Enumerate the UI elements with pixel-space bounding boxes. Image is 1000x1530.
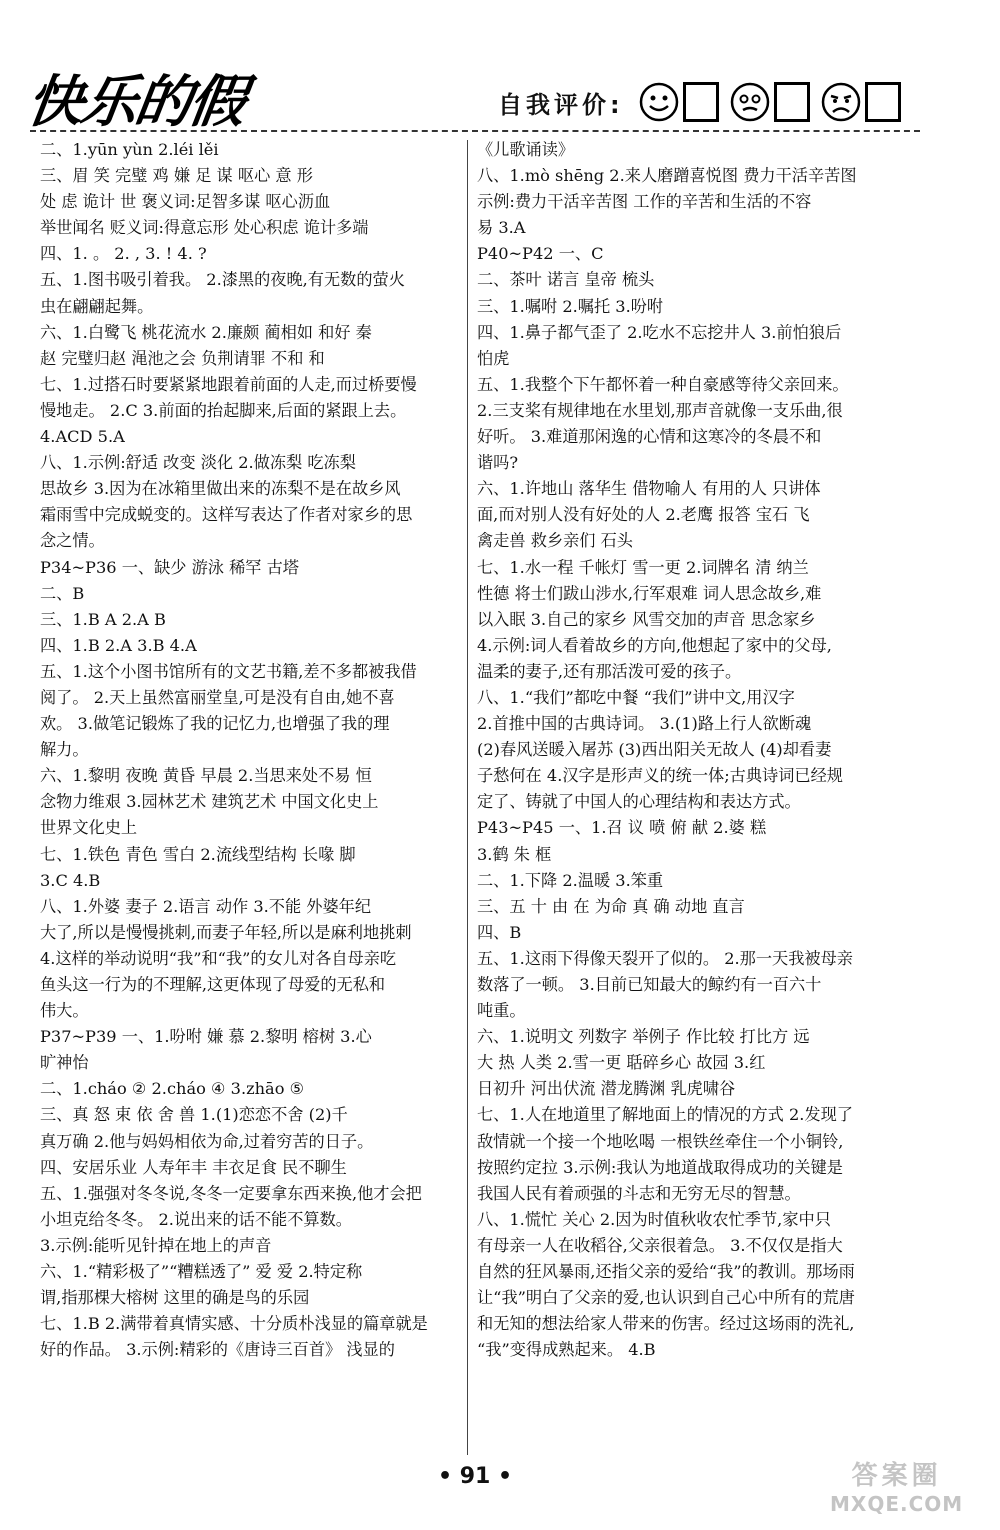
answer-line: 谓,指那棵大榕树 这里的确是鸟的乐园 xyxy=(40,1288,310,1308)
answer-line: 示例:费力干活辛苦图 工作的辛苦和生活的不容 xyxy=(477,192,812,212)
answer-line: 面,而对别人没有好处的人 2.老鹰 报答 宝石 飞 xyxy=(477,505,810,525)
answer-line: 举世闻名 贬义词:得意忘形 处心积虑 诡计多端 xyxy=(40,218,369,238)
answer-line: 五、1.这雨下得像天裂开了似的。 2.那一天我被母亲 xyxy=(477,948,853,968)
answer-line: 六、1.白鹭飞 桃花流水 2.廉颇 蔺相如 和好 秦 xyxy=(40,322,372,342)
answer-line: 易 3.A xyxy=(477,218,526,238)
answer-line: 4.ACD 5.A xyxy=(40,427,125,447)
answer-line: 八、1.示例:舒适 改变 淡化 2.做冻梨 吃冻梨 xyxy=(40,453,356,473)
answer-line: P34~P36 一、缺少 游泳 稀罕 古塔 xyxy=(40,557,299,577)
answer-line: 三、1.嘱咐 2.嘱托 3.吩咐 xyxy=(477,296,664,316)
self-evaluation xyxy=(498,78,901,126)
answer-line: 谐吗? xyxy=(477,453,519,473)
eval-option-smile xyxy=(638,81,719,123)
answer-line: 3.鹤 朱 框 xyxy=(477,844,552,864)
answer-line: “我”变得成熟起来。 4.B xyxy=(477,1340,656,1360)
answer-line: 敌情就一个接一个地吆喝 一根铁丝牵住一个小铜铃, xyxy=(477,1131,844,1151)
answer-line: 二、1.yūn yùn 2.léi lěi xyxy=(40,140,219,159)
answer-line: 好听。 3.难道那闲逸的心情和这寒冷的冬晨不和 xyxy=(477,427,822,447)
answer-line: 和无知的想法给家人带来的伤害。经过这场雨的洗礼, xyxy=(477,1314,855,1334)
answer-line: P37~P39 一、1.吩咐 嫌 慕 2.黎明 榕树 3.心 xyxy=(40,1027,372,1047)
answer-line: 四、1. 。 2. , 3. ! 4. ? xyxy=(40,244,207,264)
page-number: • 91 • xyxy=(438,1464,513,1489)
answer-line: 二、1.cháo ② 2.cháo ④ 3.zhāo ⑤ xyxy=(40,1079,305,1099)
answer-line: 四、安居乐业 人寿年丰 丰衣足食 民不聊生 xyxy=(40,1157,347,1177)
answer-line: 八、1.外婆 妻子 2.语言 动作 3.不能 外婆年纪 xyxy=(40,896,372,916)
answer-line: 真万确 2.他与妈妈相依为命,过着穷苦的日子。 xyxy=(40,1131,374,1151)
answer-line: 鱼头这一行为的不理解,这更体现了母爱的无私和 xyxy=(40,975,386,994)
answer-line: 我国人民有着顽强的斗志和无穷无尽的智慧。 xyxy=(477,1183,801,1203)
answer-column-left xyxy=(40,137,462,1363)
answer-line: 欢。 3.做笔记锻炼了我的记忆力,也增强了我的理 xyxy=(40,714,390,734)
answer-line: 有母亲一人在收稻谷,父亲很着急。 3.不仅仅是指大 xyxy=(477,1235,843,1255)
answer-line: 阅了。 2.天上虽然富丽堂皇,可是没有自由,她不喜 xyxy=(40,687,395,707)
answer-line: 3.示例:能听见针掉在地上的声音 xyxy=(40,1235,272,1255)
answer-line: 七、1.水一程 千帐灯 雪一更 2.词牌名 清 纳兰 xyxy=(477,557,809,577)
answer-line: 慢地走。 2.C 3.前面的抬起脚来,后面的紧跟上去。 xyxy=(40,400,407,420)
answer-line: 三、五 十 由 在 为命 真 确 动地 直言 xyxy=(477,896,745,916)
answer-line: 《儿歌诵读》 xyxy=(477,140,575,159)
answer-line: 四、1.B 2.A 3.B 4.A xyxy=(40,635,197,655)
answer-line: 六、1.许地山 落华生 借物喻人 有用的人 只讲体 xyxy=(477,479,821,499)
answer-line: 定了、铸就了中国人的心理结构和表达方式。 xyxy=(477,792,801,812)
answer-line: 处 虑 诡计 世 褒义词:足智多谋 呕心沥血 xyxy=(40,192,331,212)
answer-column-right xyxy=(477,137,917,1363)
answer-line: 虫在翩翩起舞。 xyxy=(40,296,154,316)
answer-line: P43~P45 一、1.召 议 喷 俯 献 2.婆 糕 xyxy=(477,818,767,838)
answer-line: 4.示例:词人看着故乡的方向,他想起了家中的父母, xyxy=(477,635,832,655)
sad-face-icon xyxy=(820,81,862,123)
answer-line: 性德 将士们跋山涉水,行军艰难 词人思念故乡,难 xyxy=(477,583,822,603)
answer-line: 思故乡 3.因为在冰箱里做出来的冻梨不是在故乡风 xyxy=(40,479,401,499)
answer-line: 五、1.强强对冬冬说,冬冬一定要拿东西来换,他才会把 xyxy=(40,1183,422,1203)
answer-line: 七、1.人在地道里了解地面上的情况的方式 2.发现了 xyxy=(477,1105,853,1125)
answer-line: 旷神怡 xyxy=(40,1053,89,1073)
neutral-face-icon xyxy=(729,81,771,123)
answer-line: 七、1.B 2.满带着真情实感、十分质朴浅显的篇章就是 xyxy=(40,1314,428,1334)
answer-line: 八、1.慌忙 关心 2.因为时值秋收农忙季节,家中只 xyxy=(477,1209,831,1229)
answer-line: 按照约定拉 3.示例:我认为地道战取得成功的关键是 xyxy=(477,1157,843,1177)
header-divider xyxy=(30,130,920,132)
answer-line: 八、1.“我们”都吃中餐 “我们”讲中文,用汉字 xyxy=(477,687,795,707)
answer-line: 四、B xyxy=(477,922,522,942)
eval-checkbox-sad[interactable] xyxy=(865,82,901,122)
answer-line: 4.这样的举动说明“我”和“我”的女儿对各自母亲吃 xyxy=(40,948,397,968)
answer-line: 世界文化史上 xyxy=(40,818,138,838)
answer-line: 吨重。 xyxy=(477,1001,526,1021)
answer-line: 念之情。 xyxy=(40,531,105,551)
smile-face-icon xyxy=(638,81,680,123)
eval-option-neutral xyxy=(729,81,810,123)
answer-line: 七、1.铁色 青色 雪白 2.流线型结构 长喙 脚 xyxy=(40,844,356,864)
answer-line: 伟大。 xyxy=(40,1001,89,1021)
answer-line: 2.首推中国的古典诗词。 3.(1)路上行人欲断魂 xyxy=(477,714,812,734)
watermark xyxy=(830,1455,963,1516)
answer-line: 好的作品。 3.示例:精彩的《唐诗三百首》 浅显的 xyxy=(40,1340,395,1360)
answer-line: 三、眉 笑 完璧 鸡 嫌 足 谋 呕心 意 形 xyxy=(40,166,313,186)
column-divider xyxy=(467,140,468,1455)
answer-line: 温柔的妻子,还有那活泼可爱的孩子。 xyxy=(477,661,742,681)
answer-line: 禽走兽 救乡亲们 石头 xyxy=(477,531,633,551)
answer-line: 六、1.“精彩极了”“糟糕透了” 爱 爱 2.特定称 xyxy=(40,1262,363,1282)
answer-line: 大 热 人类 2.雪一更 聒碎乡心 故园 3.红 xyxy=(477,1053,766,1073)
answer-line: 2.三支桨有规律地在水里划,那声音就像一支乐曲,很 xyxy=(477,400,843,420)
answer-line: 自然的狂风暴雨,还指父亲的爱给“我”的教训。那场雨 xyxy=(477,1262,855,1282)
answer-line: 六、1.说明文 列数字 举例子 作比较 打比方 远 xyxy=(477,1027,810,1047)
answer-line: 子愁何在 4.汉字是形声义的统一体;古典诗词已经规 xyxy=(477,766,843,786)
answer-line: 3.C 4.B xyxy=(40,870,101,890)
answer-line: 三、真 怒 束 依 舍 兽 1.(1)恋恋不舍 (2)千 xyxy=(40,1105,348,1125)
answer-line: P40~P42 一、C xyxy=(477,244,604,264)
eval-option-sad xyxy=(820,81,901,123)
answer-line: 小坦克给冬冬。 2.说出来的话不能不算数。 xyxy=(40,1209,352,1229)
answer-line: 数落了一顿。 3.目前已知最大的鲸约有一百六十 xyxy=(477,975,822,994)
answer-line: 六、1.黎明 夜晚 黄昏 早晨 2.当思来处不易 恒 xyxy=(40,766,372,786)
answer-line: 大了,所以是慢慢挑刺,而妻子年轻,所以是麻利地挑刺 xyxy=(40,922,412,942)
answer-line: 七、1.过搭石时要紧紧地跟着前面的人走,而过桥要慢 xyxy=(40,374,417,394)
answer-line: 五、1.图书吸引着我。 2.漆黑的夜晚,有无数的萤火 xyxy=(40,270,405,290)
answer-line: 四、1.鼻子都气歪了 2.吃水不忘挖井人 3.前怕狼后 xyxy=(477,322,842,342)
answer-line: 解力。 xyxy=(40,740,89,760)
answer-line: 二、1.下降 2.温暖 3.笨重 xyxy=(477,870,664,890)
answer-line: 让“我”明白了父亲的爱,也认识到自己心中所有的荒唐 xyxy=(477,1288,855,1308)
answer-line: 日初升 河出伏流 潜龙腾渊 乳虎啸谷 xyxy=(477,1079,736,1099)
eval-checkbox-neutral[interactable] xyxy=(774,82,810,122)
answer-line: 二、B xyxy=(40,583,85,603)
answer-line: 念物力维艰 3.园林艺术 建筑艺术 中国文化史上 xyxy=(40,792,379,812)
page-header xyxy=(0,0,1000,140)
answer-line: 以入眠 3.自己的家乡 风雪交加的声音 思念家乡 xyxy=(477,609,816,629)
answer-line: 霜雨雪中完成蜕变的。这样写表达了作者对家乡的思 xyxy=(40,505,413,525)
answer-line: (2)春风送暖入屠苏 (3)西出阳关无故人 (4)却看妻 xyxy=(477,740,832,760)
answer-line: 三、1.B A 2.A B xyxy=(40,609,166,629)
answer-line: 五、1.这个小图书馆所有的文艺书籍,差不多都被我借 xyxy=(40,661,417,681)
answer-line: 二、茶叶 诺言 皇帝 梳头 xyxy=(477,270,655,290)
answer-line: 五、1.我整个下午都怀着一种自豪感等待父亲回来。 xyxy=(477,374,849,394)
answer-line: 八、1.mò shēng 2.来人磨蹭喜悦图 费力干活辛苦图 xyxy=(477,166,857,186)
watermark-url: MXQE.COM xyxy=(830,1492,964,1516)
watermark-title: 答案圈 xyxy=(851,1461,942,1491)
answer-line: 怕虎 xyxy=(477,348,510,368)
self-eval-label: 自我评价: xyxy=(498,90,624,119)
brand-logo: 快乐的假 xyxy=(22,70,248,135)
eval-checkbox-smile[interactable] xyxy=(683,82,719,122)
answer-line: 赵 完璧归赵 渑池之会 负荆请罪 不和 和 xyxy=(40,348,325,368)
